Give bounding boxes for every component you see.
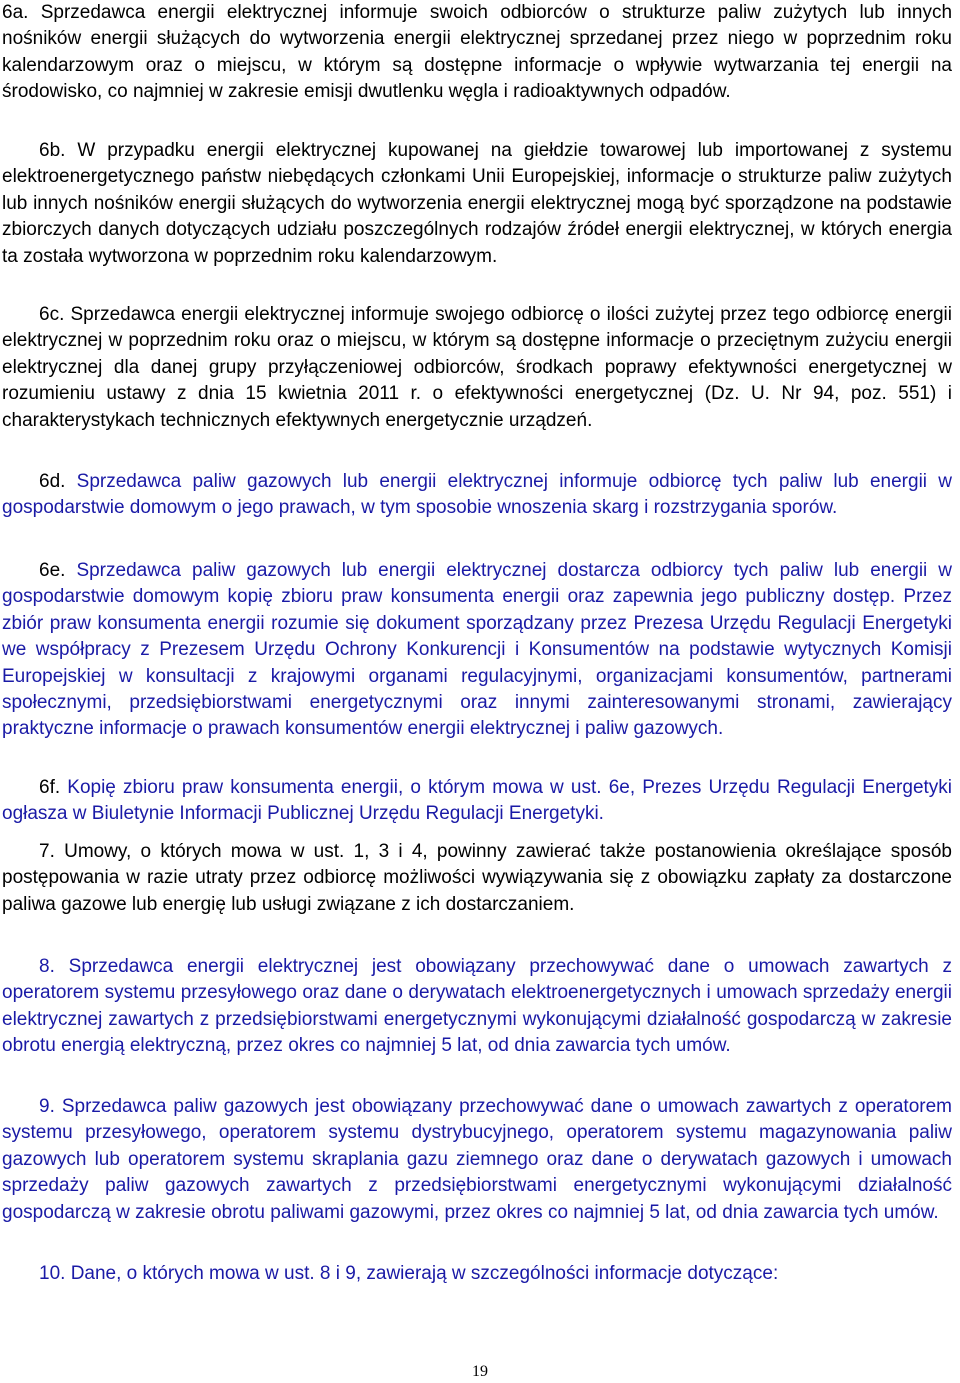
- page-number: 19: [472, 1363, 488, 1380]
- paragraph-text: Sprzedawca energii elektrycznej informuje swojego odbiorcę o ilości zużytej przez tego odbiorcę energii elektrycznej w poprzednim roku oraz o miejscu, w którym są dostępne informacje o przeciętnym zużyciu energii elektrycznej dla danej grupy przyłączeniowej odbiorców, środkach poprawy efektywności energetycznej w rozumieniu ustawy z dnia 15 kwietnia 2011 r. o efektywności energetycznej (Dz. U. Nr 94, poz. 551) i charakterystykach technicznych efektywnych energetycznie urządzeń.: [2, 304, 952, 431]
- paragraph-number: 6f.: [39, 777, 61, 798]
- paragraph-text: Dane, o których mowa w ust. 8 i 9, zawierają w szczególności informacje dotyczące:: [70, 1263, 779, 1284]
- paragraph-8: [2, 954, 952, 1060]
- paragraph-6c: [2, 302, 952, 434]
- paragraph-text: Sprzedawca paliw gazowych lub energii elektrycznej dostarcza odbiorcy tych paliw lub energii w gospodarstwie domowym kopię zbioru praw konsumenta energii oraz zapewnia jego publiczny dostęp. Przez zbiór praw konsumenta energii rozumie się dokument sporządzany przez Prezesa Urzędu Regulacji Energetyki we współpracy z Prezesem Urzędu Ochrony Konkurencji i Konsumentów na podstawie wytycznych Komisji Europejskiej w konsultacji z krajowymi organami regulacyjnymi, organizacjami konsumentów, partnerami społecznymi, przedsiębiorstwami energetycznymi oraz innymi zainteresowanymi stronami, zawierający praktyczne informacje o prawach konsumentów energii elektrycznej i paliw gazowych.: [2, 560, 953, 740]
- paragraph-text: Kopię zbioru praw konsumenta energii, o którym mowa w ust. 6e, Prezes Urzędu Regulacji Energetyki ogłasza w Biuletynie Informacji Publicznej Urzędu Regulacji Energetyki.: [2, 777, 953, 825]
- paragraph-6f: [2, 775, 952, 828]
- paragraph-number: 10.: [39, 1263, 66, 1284]
- paragraph-6e: [2, 558, 952, 743]
- paragraph-9: [2, 1094, 952, 1226]
- paragraph-text: Umowy, o których mowa w ust. 1, 3 i 4, powinny zawierać także postanowienia określające sposób postępowania w razie utraty przez odbiorcę możliwości wywiązywania się z obowiązku zapłaty za dostarczone paliwa gazowe lub energię lub usługi związane z ich dostarczaniem.: [2, 841, 952, 915]
- paragraph-7: [2, 839, 952, 918]
- paragraph-10: [2, 1261, 952, 1287]
- paragraph-text: Sprzedawca energii elektrycznej jest obowiązany przechowywać dane o umowach zawartych z operatorem systemu przesyłowego oraz dane o derywatach elektroenergetycznych i umowach sprzedaży energii elektrycznej zawartych z przedsiębiorstwami energetycznymi wykonującymi działalność gospodarczą w zakresie obrotu energią elektryczną, przez okres co najmniej 5 lat, od dnia zawarcia tych umów.: [2, 956, 953, 1057]
- paragraph-text: Sprzedawca paliw gazowych jest obowiązany przechowywać dane o umowach zawartych z operatorem systemu przesyłowego, operatorem systemu dystrybucyjnego, operatorem systemu magazynowania paliw gazowych lub operatorem systemu skraplania gazu ziemnego oraz dane o derywatach gazowych i umowach sprzedaży paliw gazowych zawartych z przedsiębiorstwami energetycznymi wykonującymi działalność gospodarczą w zakresie obrotu paliwami gazowymi, przez okres co najmniej 5 lat, od dnia zawarcia tych umów.: [2, 1096, 953, 1223]
- paragraph-number: 6c.: [39, 304, 65, 325]
- paragraph-number: 6e.: [39, 560, 66, 581]
- paragraph-text: Sprzedawca paliw gazowych lub energii elektrycznej informuje odbiorcę tych paliw lub energii w gospodarstwie domowym o jego prawach, w tym sposobie wnoszenia skarg i rozstrzygania sporów.: [2, 471, 952, 519]
- paragraph-number: 6d.: [39, 471, 66, 492]
- paragraph-number: 6a.: [2, 2, 29, 23]
- paragraph-6a: [2, 0, 952, 106]
- paragraph-number: 8.: [39, 956, 55, 977]
- paragraph-number: 6b.: [39, 140, 66, 161]
- paragraph-text: W przypadku energii elektrycznej kupowanej na giełdzie towarowej lub importowanej z systemu elektroenergetycznego państw niebędących członkami Unii Europejskiej, informacje o strukturze paliw zużytych lub innych nośników energii służących do wytworzenia energii elektrycznej mogą być sporządzone na podstawie zbiorczych danych dotyczących udziału poszczególnych rodzajów źródeł energii elektrycznej, w których energia ta została wytworzona w poprzednim roku kalendarzowym.: [2, 140, 953, 267]
- paragraph-text: Sprzedawca energii elektrycznej informuje swoich odbiorców o strukturze paliw zużytych lub innych nośników energii służących do wytworzenia energii elektrycznej sprzedanej przez niego w poprzednim roku kalendarzowym oraz o miejscu, w którym są dostępne informacje o wpływie wytwarzania tej energii na środowisko, co najmniej w zakresie emisji dwutlenku węgla i radioaktywnych odpadów.: [2, 2, 953, 103]
- paragraph-number: 9.: [39, 1096, 55, 1117]
- paragraph-number: 7.: [39, 841, 55, 862]
- paragraph-6d: [2, 469, 952, 522]
- paragraph-6b: [2, 138, 952, 270]
